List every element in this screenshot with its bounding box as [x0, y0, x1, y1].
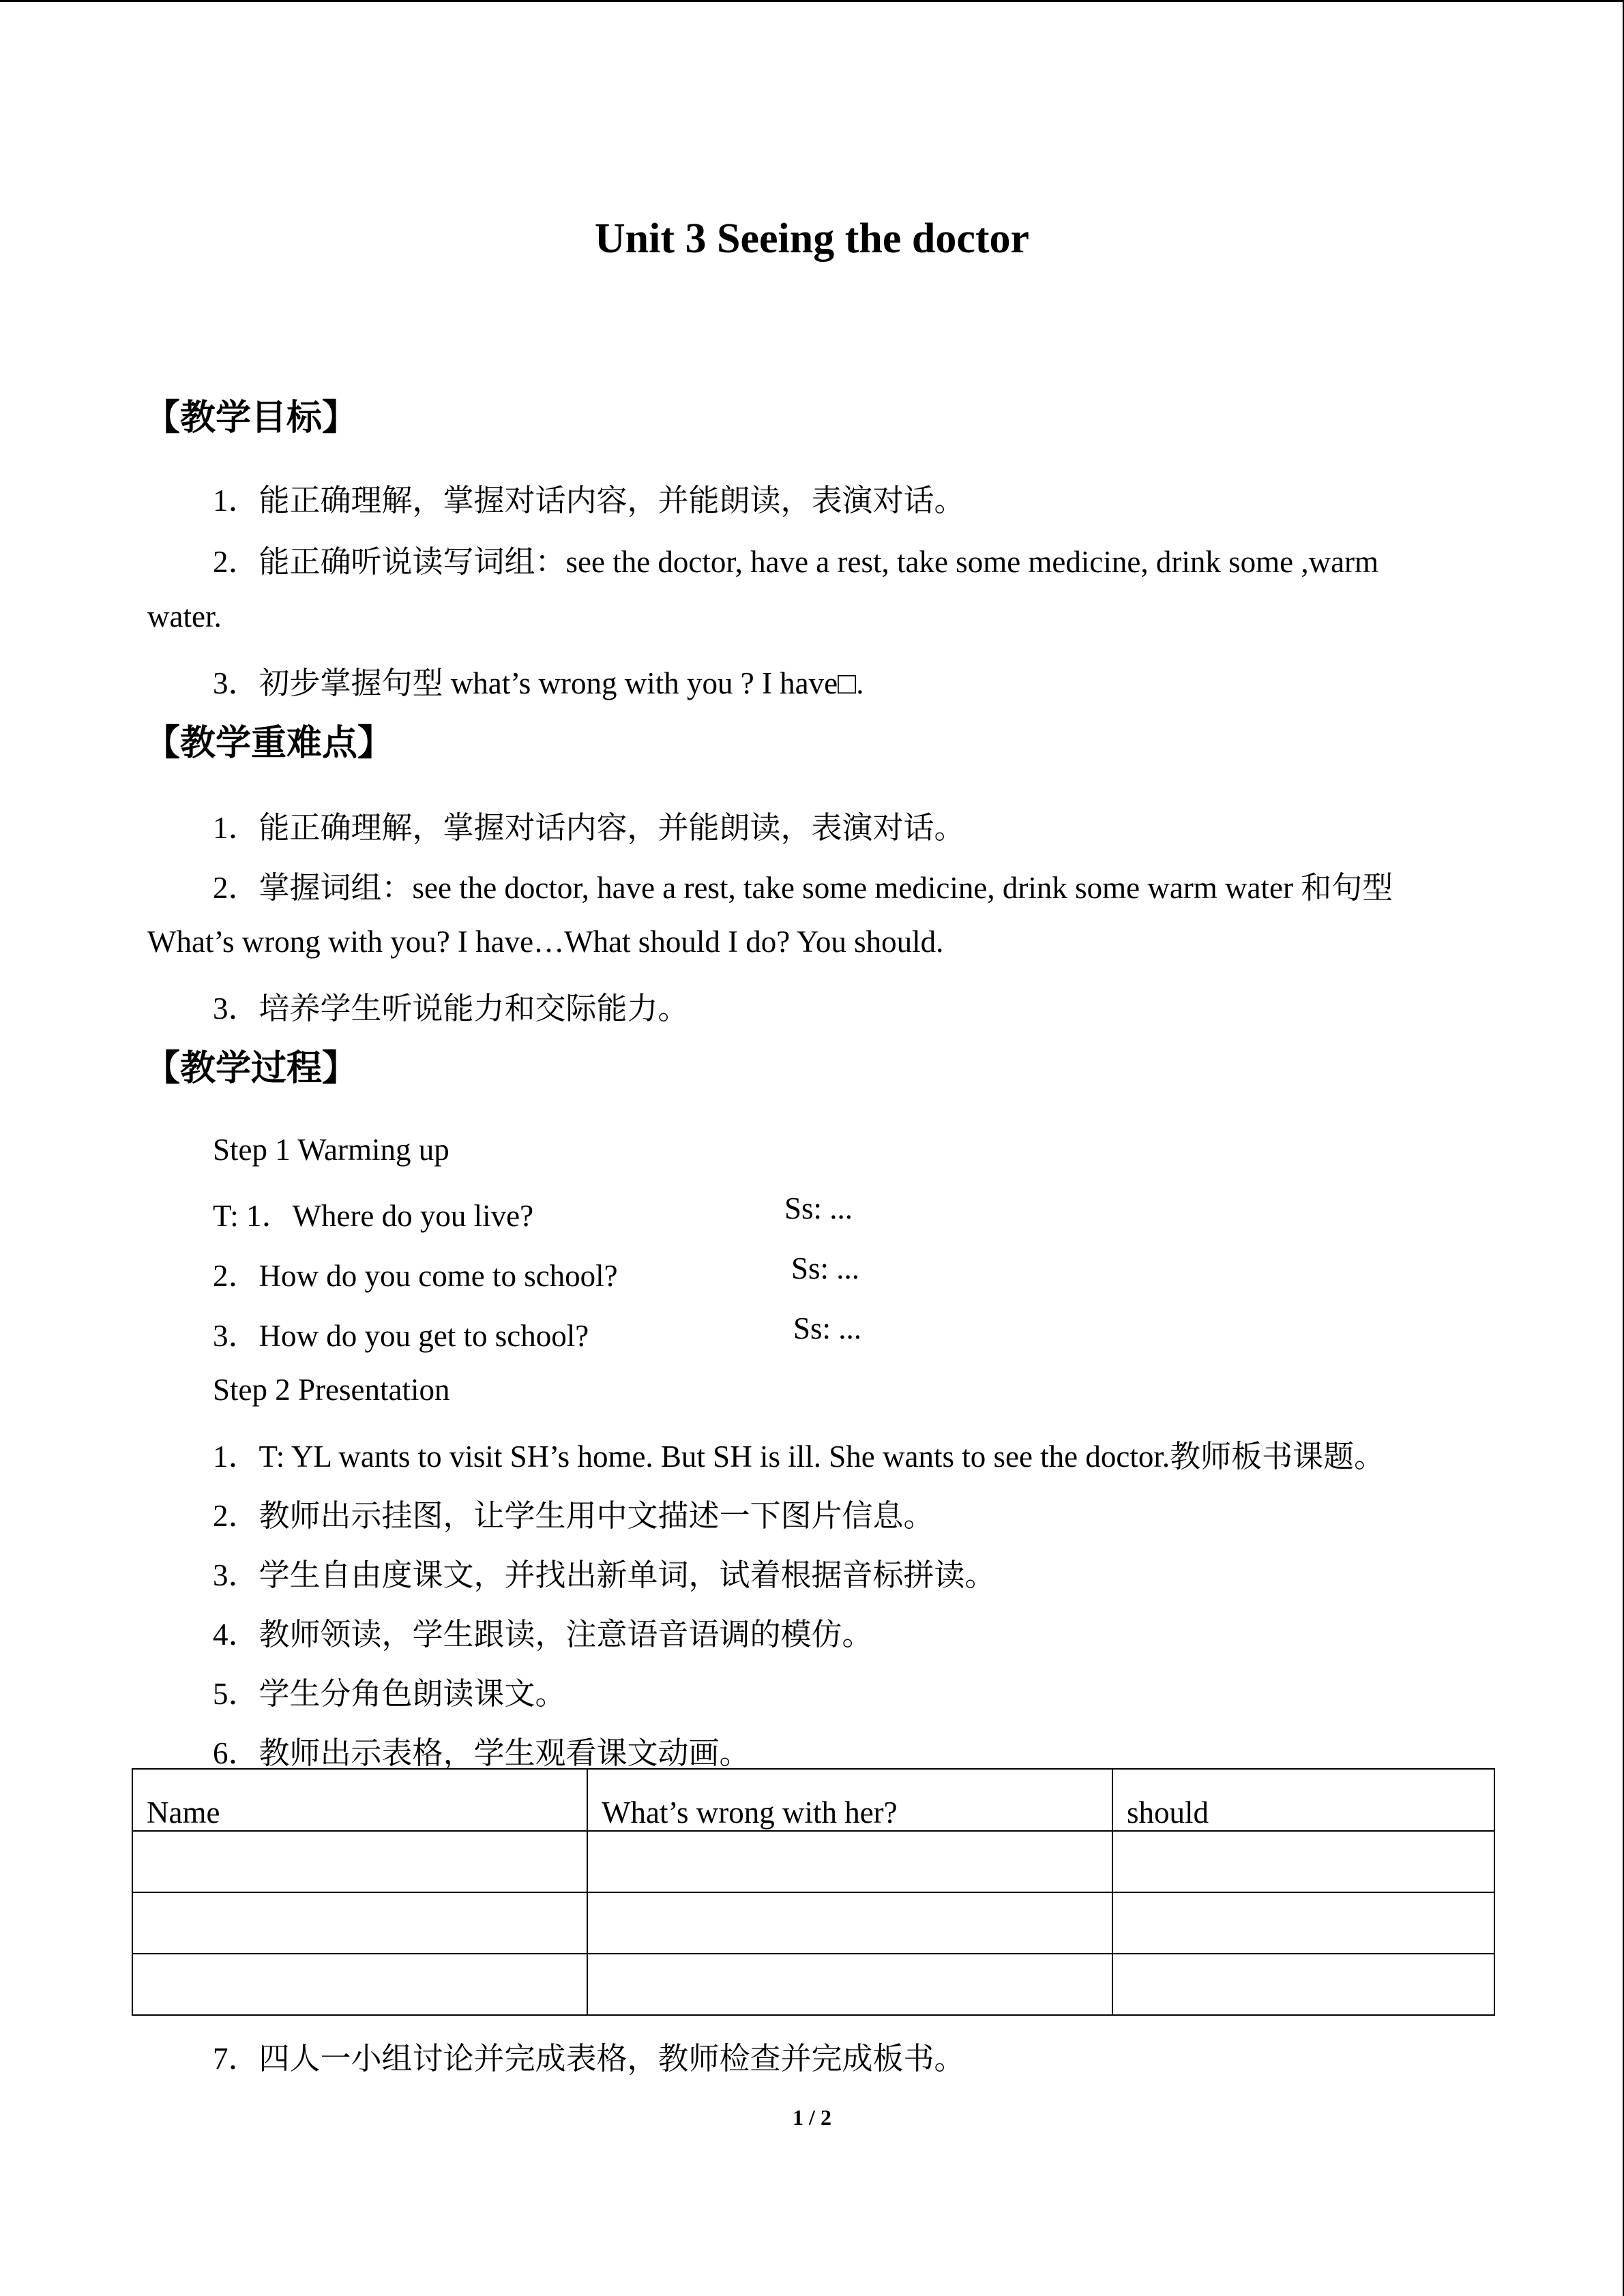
- table-cell[interactable]: [1112, 1954, 1494, 2015]
- step2-item-5: 5．学生分角色朗读课文。: [213, 1677, 566, 1711]
- table-header-wrong: What’s wrong with her?: [587, 1769, 1112, 1831]
- objective-item-2: 2．能正确听说读写词组：see the doctor, have a rest, take some medicine, drink some ,warm: [213, 545, 1379, 579]
- symptom-table: [132, 1768, 1495, 2016]
- table-header-should: should: [1112, 1769, 1494, 1831]
- document-title: Unit 3 Seeing the doctor: [594, 215, 1030, 262]
- table-cell[interactable]: [132, 1954, 587, 2015]
- table-cell[interactable]: [587, 1892, 1112, 1954]
- objective-item-1: 1．能正确理解，掌握对话内容，并能朗读，表演对话。: [213, 483, 965, 518]
- process-heading: 【教学过程】: [145, 1048, 358, 1089]
- step1-answer-2: Ss: ...: [791, 1251, 860, 1285]
- step1-answer-3: Ss: ...: [793, 1311, 862, 1345]
- page-number: 1 / 2: [793, 2105, 831, 2130]
- table-cell[interactable]: [1112, 1831, 1494, 1892]
- table-row: [132, 1954, 1494, 2015]
- step1-answer-1: Ss: ...: [784, 1191, 853, 1225]
- key-point-item-3: 3．培养学生听说能力和交际能力。: [213, 992, 689, 1026]
- step2-item-3: 3．学生自由度课文，并找出新单词，试着根据音标拼读。: [213, 1558, 996, 1592]
- table-cell[interactable]: [132, 1831, 587, 1892]
- step2-item-7: 7．四人一小组讨论并完成表格，教师检查并完成板书。: [213, 2042, 965, 2076]
- table-header-row: [132, 1769, 1494, 1831]
- step2-item-2: 2．教师出示挂图，让学生用中文描述一下图片信息。: [213, 1499, 934, 1533]
- key-point-item-2-cont: What’s wrong with you? I have…What should I do? You should.: [147, 925, 944, 959]
- table-header-name: Name: [132, 1769, 587, 1831]
- table-cell[interactable]: [1112, 1892, 1494, 1954]
- table-cell[interactable]: [587, 1954, 1112, 2015]
- step1-question-3: 3．How do you get to school?: [213, 1319, 589, 1353]
- step2-item-1: 1．T: YL wants to visit SH’s home. But SH is ill. She wants to see the doctor.教师板书课题。: [213, 1440, 1385, 1474]
- step2-item-6: 6．教师出示表格，学生观看课文动画。: [213, 1736, 750, 1770]
- table-cell[interactable]: [132, 1892, 587, 1954]
- objective-item-2-cont: water.: [147, 599, 222, 633]
- objectives-heading: 【教学目标】: [145, 398, 358, 438]
- key-point-item-1: 1．能正确理解，掌握对话内容，并能朗读，表演对话。: [213, 811, 965, 845]
- objective-item-3: 3．初步掌握句型 what’s wrong with you ? I have□.: [213, 666, 864, 700]
- step2-item-4: 4．教师领读，学生跟读，注意语音语调的模仿。: [213, 1617, 873, 1652]
- key-points-heading: 【教学重难点】: [145, 723, 394, 764]
- step2-title: Step 2 Presentation: [213, 1373, 450, 1407]
- key-point-item-2: 2．掌握词组：see the doctor, have a rest, take some medicine, drink some warm water 和句型: [213, 871, 1393, 905]
- table-row: [132, 1892, 1494, 1954]
- step1-question-2: 2．How do you come to school?: [213, 1259, 618, 1293]
- table-row: [132, 1831, 1494, 1892]
- step1-question-1: T: 1．Where do you live?: [213, 1199, 534, 1233]
- step1-title: Step 1 Warming up: [213, 1133, 449, 1167]
- table-cell[interactable]: [587, 1831, 1112, 1892]
